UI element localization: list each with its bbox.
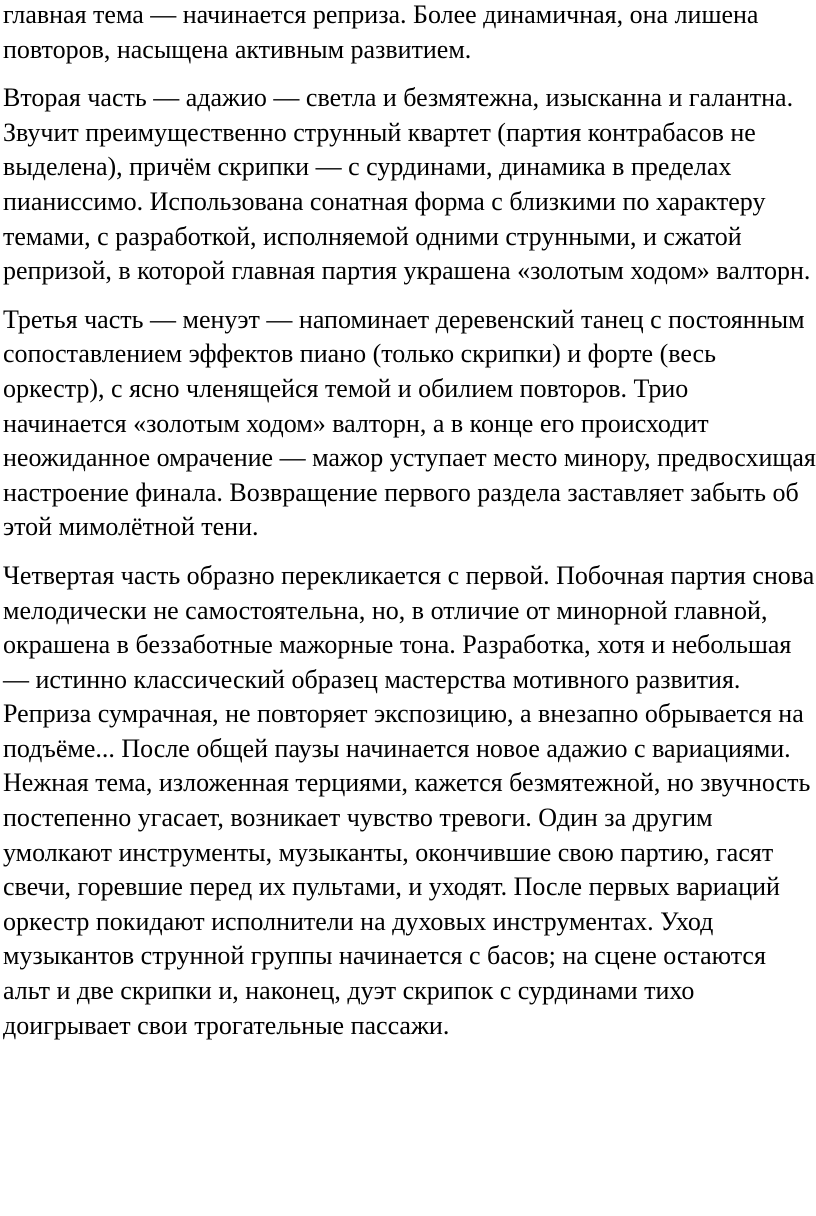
paragraph-1: главная тема — начинается реприза. Более динамичная, она лишена повторов, насыщена активным развитием. <box>3 0 759 64</box>
paragraph-2: Вторая часть — адажио — светла и безмятежна, изысканна и галантна. Звучит преимущественно струнный квартет (партия контрабасов не выделена), причём скрипки — с сурдинами, динамика в пределах пианиссимо. Использована сонатная форма с близкими по характеру темами, с разработкой, исполняемой одними струнными, и сжатой репризой, в которой главная партия украшена «золотым ходом» валторн. <box>3 83 811 286</box>
paragraph-3: Третья часть — менуэт — напоминает деревенский танец с постоянным сопоставлением эффектов пиано (только скрипки) и форте (весь оркестр), с ясно членящейся темой и обилием повторов. Трио начинается «золотым ходом» валторн, а в конце его происходит неожиданное омрачение — мажор уступает место минору, предвосхищая настроение финала. Возвращение первого раздела заставляет забыть об этой мимолётной тени. <box>3 304 816 542</box>
paragraph-4: Четвертая часть образно перекликается с первой. Побочная партия снова мелодически не самостоятельна, но, в отличие от минорной главной, окрашена в беззаботные мажорные тона. Разработка, хотя и небольшая — истинно классический образец мастерства мотивного развития. Реприза сумрачная, не повторяет экспозицию, а внезапно обрывается на подъёме... После общей паузы начинается новое адажио с вариациями. Нежная тема, изложенная терциями, кажется безмятежной, но звучность постепенно угасает, возникает чувство тревоги. Один за другим умолкают инструменты, музыканты, окончившие свою партию, гасят свечи, горевшие перед их пультами, и уходят. После первых вариаций оркестр покидают исполнители на духовых инструментах. Уход музыкантов струнной группы начинается с басов; на сцене остаются альт и две скрипки и, наконец, дуэт скрипок с сурдинами тихо доигрывает свои трогательные пассажи. <box>3 560 815 1040</box>
